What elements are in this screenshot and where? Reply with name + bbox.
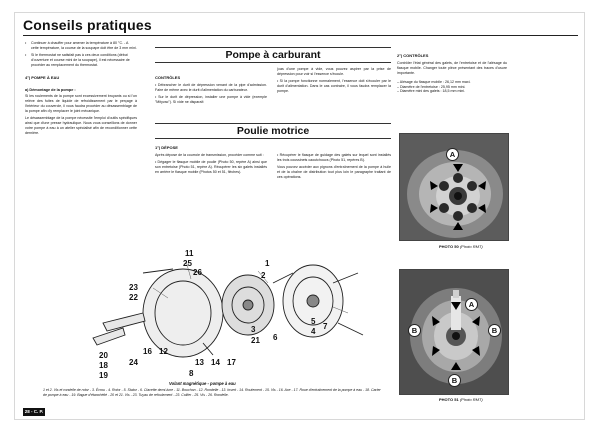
callout-17: 17: [227, 358, 236, 367]
callout-25: 25: [183, 259, 192, 268]
pump-disassembly-subheading: a) Démontage de la pompe :: [25, 88, 76, 93]
photo-51-credit: (Photo RMT): [459, 397, 483, 402]
fuel-pump-text-1: • Débrancher le durit de dépression venant de la pipe d'admission. Faire de même avec le durit d'alimentation du carburateur.: [155, 82, 267, 92]
photo-51-label-b-bottom: B: [448, 374, 461, 387]
photo-51-label-b-right: B: [488, 324, 501, 337]
fuel-pump-controls-heading: CONTRÔLES: [155, 75, 181, 80]
callout-12: 12: [159, 347, 168, 356]
fuel-pump-text-4: • Si la pompe fonctionne normalement, l'essence doit s'écouler par le durit d'alimentation. Dans le cas contraire, il vous faudra remplacer la pompe.: [277, 78, 391, 93]
fuel-pump-banner: Pompe à carburant: [155, 47, 391, 63]
callout-23: 23: [129, 283, 138, 292]
callout-3: 3: [251, 325, 256, 334]
page-footer-label: 28 - C. P.: [24, 409, 44, 414]
callout-5: 5: [311, 317, 316, 326]
callout-19: 19: [99, 371, 108, 380]
photo-50-caption: [439, 244, 483, 249]
thermostat-bullet-1: • Continuer à chauffer pour amener la température à 80 °C. - A cette température, la course de la soupape doit être de 3 mm mini.: [25, 41, 137, 51]
photo-51-number: PHOTO 51: [439, 397, 459, 402]
controls-text: Contrôler l'état général des galets, de l'entretoise et de l'alésage du flasque mobile. Changer toute pièce présentant des traces d'usure importante.: [397, 60, 507, 75]
controls-heading: 2°) CONTRÔLES: [397, 53, 429, 58]
callout-6: 6: [273, 333, 278, 342]
fuel-pump-col-1: [155, 73, 267, 107]
photo-51-label-b-left: B: [408, 324, 421, 337]
callout-22: 22: [129, 293, 138, 302]
drive-pulley-text-1: Après dépose de la courroie de transmission, procéder comme suit :: [155, 152, 264, 157]
photo-51-label-a: A: [465, 298, 478, 311]
diagram-title: Volant magnétique - pompe à eau: [169, 381, 236, 386]
drive-pulley-text-4: Vous pouvez accéder aux pignons d'entraînement de la pompe à huile et de la chaîne de distribution tout plus loin le paragraphe traitant de ces opérations.: [277, 164, 391, 179]
callout-2: 2: [261, 271, 266, 280]
callout-4: 4: [311, 327, 316, 336]
callout-20: 20: [99, 351, 108, 360]
spec-3: – Diamètre mini des galets : 18,5 mm mini.: [397, 89, 466, 94]
callout-26: 26: [193, 268, 202, 277]
callout-1: 1: [265, 259, 270, 268]
photo-51-caption: [439, 397, 483, 402]
left-column: [25, 41, 137, 138]
exploded-diagram-drawing: [83, 243, 383, 368]
exploded-diagram: [83, 243, 383, 368]
photo-50-credit: (Photo RMT): [459, 244, 483, 249]
drive-pulley-text-3: • Récupérer le flasque de guidage des galets sur lequel sont installés les trois coussinets caoutchoucs (Photo 51, repères B).: [277, 153, 391, 162]
pump-paragraph-2: Le désassemblage de la pompe nécessite l'emploi d'outils spécifiques ainsi que d'une presse hydraulique. Nous vous conseillons de donner votre pompe à eau à un atelier spécialisé afin de reconditionner cette dernière.: [25, 115, 137, 135]
fuel-pump-text-2: • Sur le durit de dépression, installer une pompe à vide (exemple "Mityvac"). Si vide ne disparaît: [155, 94, 267, 104]
fuel-pump-text-3: (cas d'une pompe à vide, vous pouvez aspirer par la prise de dépression pour voir si l'essence s'écoule.: [277, 67, 391, 76]
callout-8: 8: [189, 369, 194, 378]
right-column: [397, 51, 507, 94]
photo-51: [399, 269, 509, 395]
drive-pulley-col-2: [277, 153, 391, 182]
water-pump-heading: 4°) POMPE À EAU: [25, 74, 60, 80]
spec-1: – Alésage du flasque mobile : 26,12 mm maxi.: [397, 79, 471, 84]
callout-14: 14: [211, 358, 220, 367]
drive-pulley-removal-heading: 1°) DÉPOSE: [155, 145, 178, 150]
callout-24: 24: [129, 358, 138, 367]
callout-18: 18: [99, 361, 108, 370]
drive-pulley-banner: Poulie motrice: [155, 123, 391, 139]
callout-21: 21: [251, 336, 260, 345]
callout-16: 16: [143, 347, 152, 356]
callout-13: 13: [195, 358, 204, 367]
thermostat-bullet-2: • Si le thermostat ne satisfait pas à ces deux conditions (début d'ouverture et course mini de la soupape), il est nécessaire de procéder au remplacement du thermostat.: [25, 53, 137, 68]
drive-pulley-text-2: • Dégager le flasque mobile de poulie (Photo 50, repère A) ainsi que son entretoise (Photo 51, repère A). Récupérer les six galets installés en arrière le flasque mobile (Photos 50 et 51, flèches).: [155, 159, 267, 174]
pump-paragraph-1: Si les roulements de la pompe sont excessivement bruyants ou si l'on relève des fuites de liquide de refroidissement par le perçage à l'intérieur du couvercle, il vous faudra procéder au désassemblage de la pompe afin d'y remplacer le joint mécanique.: [25, 94, 137, 114]
callout-7: 7: [323, 322, 328, 331]
photo-50-label-a: A: [446, 148, 459, 161]
photo-50: [399, 133, 509, 241]
title-rule: [23, 35, 578, 36]
callout-11: 11: [185, 249, 194, 258]
fuel-pump-col-2: [277, 53, 391, 96]
drive-pulley-col-1: [155, 143, 267, 177]
spec-2: – Diamètre de l'entretoise : 25,95 mm mini.: [397, 84, 466, 89]
manual-page: [14, 12, 585, 420]
photo-50-number: PHOTO 50: [439, 244, 459, 249]
page-title: Conseils pratiques: [23, 17, 152, 33]
diagram-legend: 1 et 2. Vis et rondelle de rotor - 3. Écrou - 4. Rotor - 5. Stator - 6. Clavette demi-lune - 11. Bouchon - 12. Rondelle - 13. Insert - 14. Roulement - 15. Vis - 16. Axe - 17. Roue d'entraînement de la pompe à eau - 18. Carter de pompe à eau - 19. Bague d'étanchéité - 20 et 21. Vis - 23. Tuyau de refoulement - 23. Collier - 25. Vis - 26. Rondelle.: [43, 388, 381, 397]
